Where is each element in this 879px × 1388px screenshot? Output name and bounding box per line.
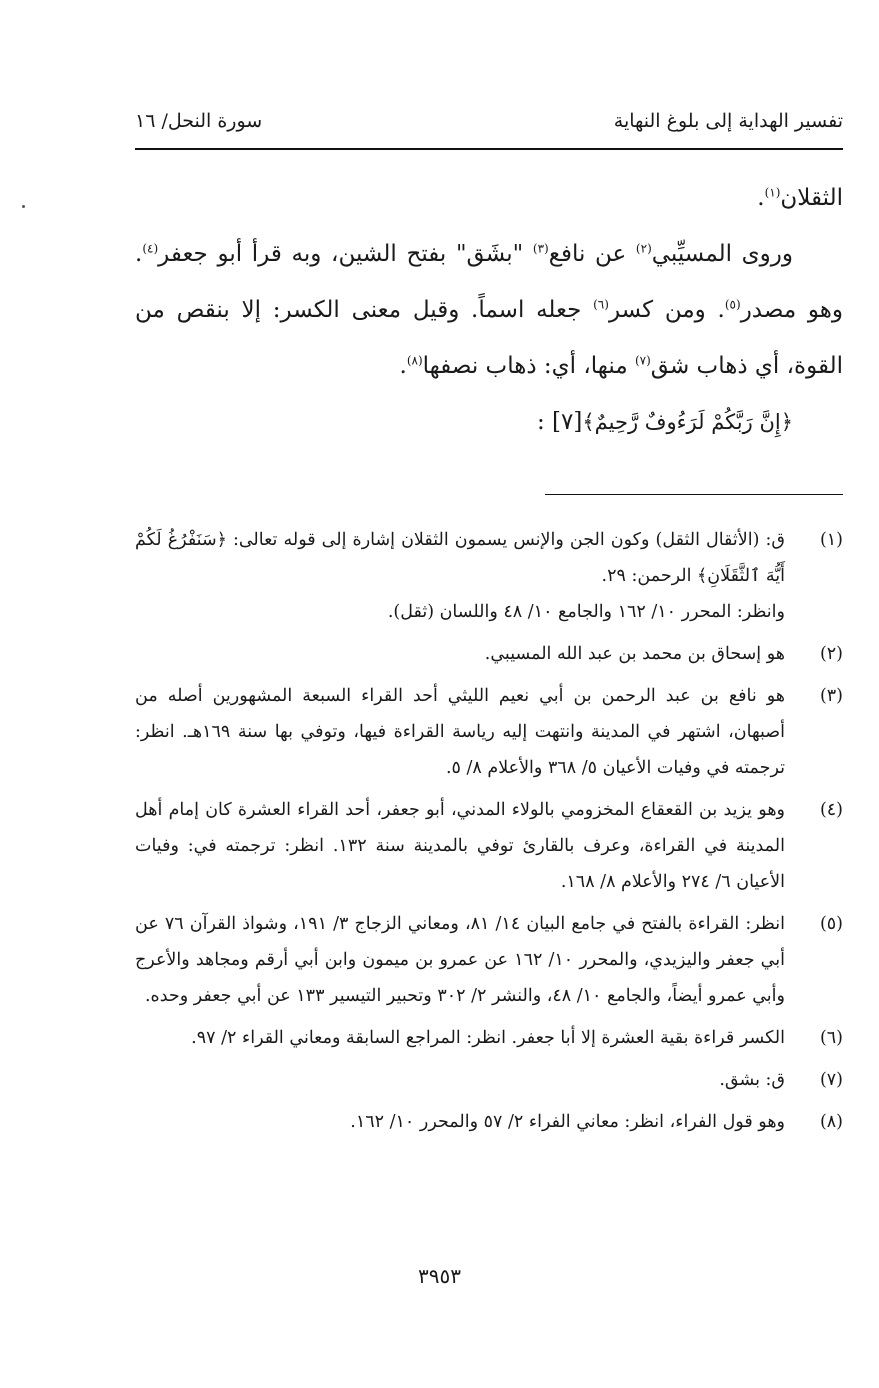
footnote [135, 1062, 843, 1098]
footnote-number: (٥) [819, 914, 843, 934]
header-rule [135, 148, 843, 150]
footnote-rule [545, 494, 843, 495]
footnote-ref: (٦) [593, 297, 609, 312]
paragraph: وروى المسيِّبي$^{(٢)}$ عن نافع$^{(٣)}$ "بشَق" بفتح الشين، وبه قرأ أبو جعفر$^{(٤)}$. وهو مصدر$^{(٥)}$. ومن كسر$^{(٦)}$ جعله اسماً. وقيل معنى الكسر: إلا بنقص من القوة، أي ذهاب شق$^{(٧)}$ منها، أي: ذهاب نصفها$^{(٨)}$. [135, 241, 844, 379]
footnote-number: (٦) [819, 1028, 843, 1048]
footnote-text: هو إسحاق بن محمد بن عبد الله المسيبي. [484, 644, 785, 664]
footnote-number: (١) [819, 530, 843, 550]
footnote-number: (٧) [819, 1070, 843, 1090]
footnote-ref: (٤) [142, 241, 159, 256]
footnote-text: وهو يزيد بن القعقاع المخزومي بالولاء المدني، أبو جعفر، أحد القراء العشرة كان إمام أهل المدينة في القراءة، وعرف بالقارئ توفي بالمدينة سنة ١٣٢. انظر: ترجمته في: وفيات الأعيان ٦/ ٢٧٤ والأعلام ٨/ ١٦٨. [135, 800, 785, 892]
footnote-text: الكسر قراءة بقية العشرة إلا أبا جعفر. انظر: المراجع السابقة ومعاني القراء ٢/ ٩٧. [191, 1028, 785, 1048]
footnote-ref: (٨) [406, 353, 423, 368]
footnote-number: (٤) [819, 800, 843, 820]
footnote [135, 1104, 843, 1140]
surah-page-label: سورة النحل/ ١٦ [135, 110, 263, 132]
footnote-text: وانظر: المحرر ١٠/ ١٦٢ والجامع ١٠/ ٤٨ واللسان (ثقل). [387, 602, 785, 622]
verse-line [135, 394, 843, 450]
footnote-ref: (٣) [532, 241, 549, 256]
footnote-text: هو نافع بن عبد الرحمن بن أبي نعيم الليثي أحد القراء السبعة المشهورين أصله من أصبهان، اشتهر في المدينة وانتهت إليه رياسة القراءة فيها، وتوفي بها سنة ١٦٩هـ. انظر: ترجمته في وفيات الأعيان ٥/ ٣٦٨ والأعلام ٨/ ٥. [135, 686, 786, 778]
footnote-text: وهو قول الفراء، انظر: معاني الفراء ٢/ ٥٧ والمحرر ١٠/ ١٦٢. [350, 1112, 785, 1132]
book-title: تفسير الهداية إلى بلوغ النهاية [613, 110, 843, 132]
footnote-number: (٣) [819, 686, 843, 706]
verse-ref: [٧] : [536, 409, 583, 435]
main-text [135, 170, 843, 450]
footnote-text: انظر: القراءة بالفتح في جامع البيان ١٤/ ٨١، ومعاني الزجاج ٣/ ١٩١، وشواذ القرآن ٧٦ عن أبي جعفر واليزيدي، والمحرر ١٠/ ١٦٢ عن عمرو بن ميمون وابن أبي أرقم ومجاهد والأعرج وأبي عمرو أيضاً، والجامع ١٠/ ٤٨، والنشر ٢/ ٣٠٢ وتحبير التيسير ١٣٣ عن أبي جعفر وحده. [135, 914, 786, 1006]
footnote [135, 906, 843, 1014]
footnote [135, 1020, 843, 1056]
running-header [135, 110, 843, 144]
footnote-number: (٨) [819, 1112, 843, 1132]
quran-verse: ﴿إِنَّ رَبَّكُمْ لَرَءُوفٌ رَّحِيمٌ﴾ [582, 410, 793, 434]
footnote-ref: (٥) [724, 297, 741, 312]
footnotes [135, 522, 843, 1146]
page-number: ٣٩٥٣ [418, 1264, 461, 1288]
text-line-1: الثقلان$^{(١)}$. [757, 185, 843, 211]
footnote-text: ق: بشق. [719, 1070, 785, 1090]
footnote-text: ق: (الأثقال الثقل) وكون الجن والإنس يسمون الثقلان إشارة إلى قوله تعالى: ﴿سَنَفْرُغُ لَكُمْ أَيُّهَ ٱلثَّقَلَانِ﴾ الرحمن: ٢٩. [135, 530, 785, 586]
footnote-number: (٢) [819, 644, 843, 664]
footnote [135, 678, 843, 786]
footnote-ref: (٧) [634, 353, 651, 368]
scan-speck [22, 205, 25, 208]
footnote-ref: (١) [764, 185, 781, 200]
footnote [135, 636, 843, 672]
footnote-ref: (٢) [635, 241, 652, 256]
footnote [135, 792, 843, 900]
footnote [135, 522, 843, 630]
